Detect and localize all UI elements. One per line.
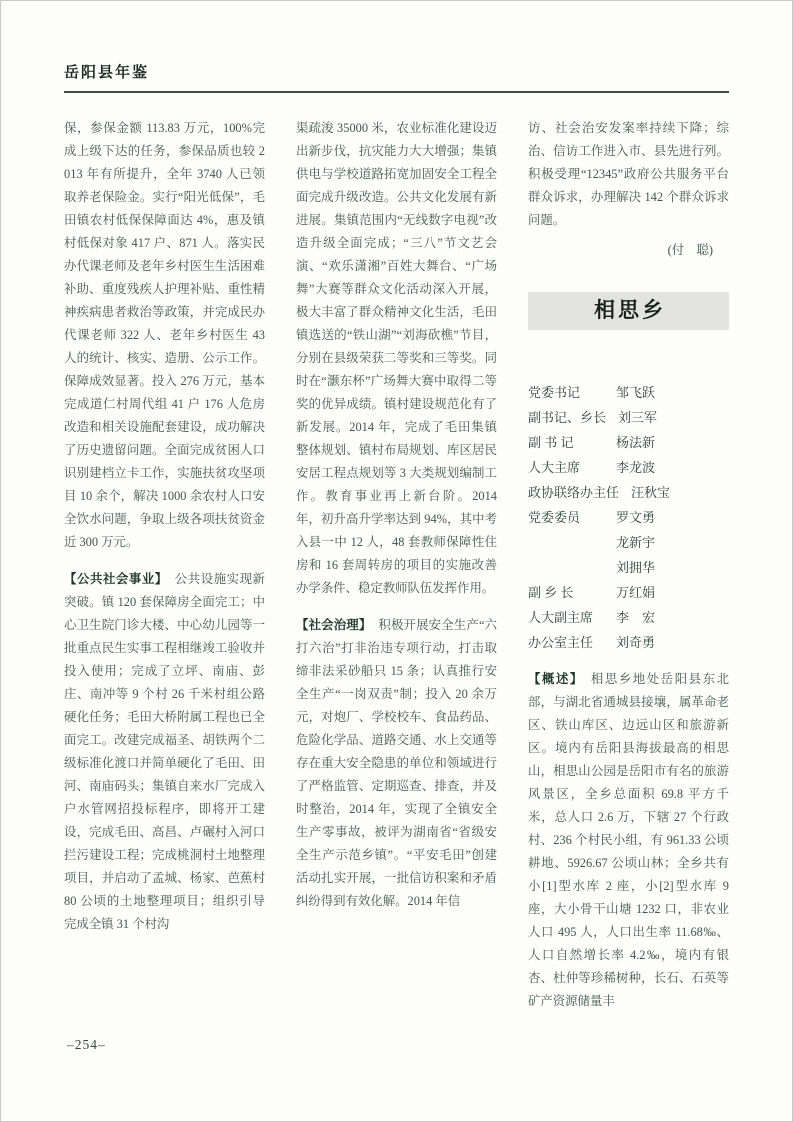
official-title: 人大主席 [528,460,581,475]
left-continuation-paragraph: 保，参保金额 113.83 万元，100%完成上级下达的任务，参保品质也较 2013 年有所提升，全年 3740 人已领取养老保险金。实行“阳光低保”，毛田镇农村低保保障面达 4%，惠及镇村低保对象 417 户、871 人。落实民办代课老师及老年乡村医生生活困难补助、重度残疾人护理补贴、重性精神疾病患者救治等政策，并完成民办代课老师 322 人、老年乡村医生 43 人的统计、核实、造册、公示工作。保障成效显著。投入 276 万元，基本完成道仁村周代组 41 户 176 人危房改造和相关设施配套建设，成功解决了历史遗留问题。全面完成贫困人口识别建档立卡工作，实施扶贫攻坚项目 10 余个，解决 1000 余农村人口安全饮水问题，争取上级各项扶贫资金近 300 万元。 [64,121,265,549]
township-section-header: 相思乡 [528,292,729,330]
official-title: 副书记、乡长 [528,410,607,425]
section-label-social-governance: 【社会治理】 [296,618,372,632]
column-left [64,117,265,1017]
section-label-overview: 【概述】 [528,672,584,686]
section-label-public-services: 【公共社会事业】 [64,572,168,586]
official-row [528,505,729,530]
official-title: 办公室主任 [528,635,594,650]
official-name: 李 宏 [616,610,656,625]
official-row [528,430,729,455]
official-row [528,530,729,555]
official-row [528,605,729,630]
page-number: –254– [67,1037,106,1052]
official-name: 杨法新 [616,435,656,450]
official-title: 副 乡 长 [528,585,574,600]
official-row [528,580,729,605]
official-name: 刘拥华 [616,560,656,575]
official-name: 李龙波 [616,460,656,475]
official-row [528,405,729,430]
section-text-overview: 相思乡地处岳阳县东北部，与湖北省通城县接壤，属革命老区、铁山库区、边远山区和旅游新区。境内有岳阳县海拔最高的相思山，相思山公园是岳阳市有名的旅游风景区，全乡总面积 69.8 平方千米，总人口 2.6 万，下辖 27 个行政村、236 个村民小组，有 961.33 公顷耕地、5926.67 公顷山林；全乡共有小[1]型水库 2 座，小[2]型水库 9 座，大小骨干山塘 1232 口，非农业人口 495 人，人口出生率 11.68‰、人口自然增长率 4.2‰，境内有银杏、杜仲等珍稀树种，长石、石英等矿产资源储量丰 [528,672,729,1008]
official-title: 政协联络办主任 [528,485,620,500]
social-governance-paragraph [296,614,497,913]
column-right [528,117,729,1017]
content-columns [64,117,729,1017]
official-name: 汪秋宝 [631,485,671,500]
official-title: 党委委员 [528,510,581,525]
page-header [64,1,729,93]
section-text-public-services: 公共设施实现新突破。镇 120 套保障房全面完工；中心卫生院门诊大楼、中心幼儿园等一批重点民生实事工程相继竣工验收并投入使用；完成了立坪、南庙、彭庄、南冲等 9 个村 26 千米村组公路硬化任务；毛田大桥附属工程也已全面完工。改建完成福圣、胡铁两个二级标准化渡口并简单硬化了毛田、田河、南庙码头；集镇自来水厂完成入户水管网招投标程序，即将开工建设，完成毛田、高昌、卢碾村入河口拦污建设工程；完成桃洞村土地整理项目，并启动了孟城、杨家、芭蕉村 80 公顷的土地整理项目；组织引导完成全镇 31 个村沟 [64,572,265,931]
official-name: 刘三军 [618,410,658,425]
official-title [528,530,604,555]
author-attribution: (付 聪) [667,243,713,257]
official-row [528,555,729,580]
official-title: 党委书记 [528,385,581,400]
official-title: 副 书 记 [528,435,574,450]
official-name: 龙新宇 [616,535,656,550]
section-text-social-governance: 积极开展安全生产“六打六治”打非治违专项行动，打击取缔非法采砂船只 15 条；认真推行安全生产“一岗双责”制；投入 20 余万元，对炮厂、学校校车、食品药品、危险化学品、道路交通、水上交通等存在重大安全隐患的单位和领域进行了严格监管、定期巡查、排查，并及时整治，2014 年，实现了全镇安全生产零事故，被评为湖南省“省级安全生产示范乡镇”。“平安毛田”创建活动扎实开展，一批信访积案和矛盾纠纷得到有效化解。2014 年信 [296,618,497,908]
middle-continuation-paragraph: 渠疏浚 35000 米，农业标准化建设迈出新步伐，抗灾能力大大增强；集镇供电与学校道路拓宽加固安全工程全面完成升级改造。公共文化发展有新进展。集镇范围内“无线数字电视”改造升级全面完成；“三八”节文艺会演、“欢乐潇湘”百姓大舞台、“广场舞”大赛等群众文化活动深入开展，极大丰富了群众精神文化生活，毛田镇选送的“铁山湖”“刘海砍樵”节目，分别在县级荣获二等奖和三等奖。同时在“灏东杯”广场舞大赛中取得二等奖的优异成绩。镇村建设规范化有了新发展。2014 年，完成了毛田集镇整体规划、镇村布局规划、库区居民安居工程点规划等 3 大类规划编制工作。教育事业再上新台阶。2014 年，初升高升学率达到 94%，其中考入县一中 12 人，48 套教师保障性住房和 16 套周转房的项目的实施改善办学条件、稳定教师队伍发挥作用。 [296,121,497,595]
page-header-title: 岳阳县年鉴 [64,64,150,81]
official-row [528,455,729,480]
official-row [528,380,729,405]
official-name: 万红娟 [616,585,656,600]
official-title: 人大副主席 [528,610,594,625]
official-name: 邹飞跃 [616,385,656,400]
official-row [528,630,729,655]
public-services-paragraph [64,568,265,936]
official-title [528,555,604,580]
overview-paragraph [528,668,729,1013]
official-row [528,480,729,505]
right-continuation-paragraph: 访、社会治安发案率持续下降；综治、信访工作进入市、县先进行列。积极受理“12345”政府公共服务平台群众诉求，办理解决 142 个群众诉求问题。 [528,121,729,227]
column-middle [296,117,497,1017]
header-rule [64,91,729,93]
official-name: 罗文勇 [616,510,656,525]
officials-list [528,380,729,655]
official-name: 刘奇勇 [616,635,656,650]
